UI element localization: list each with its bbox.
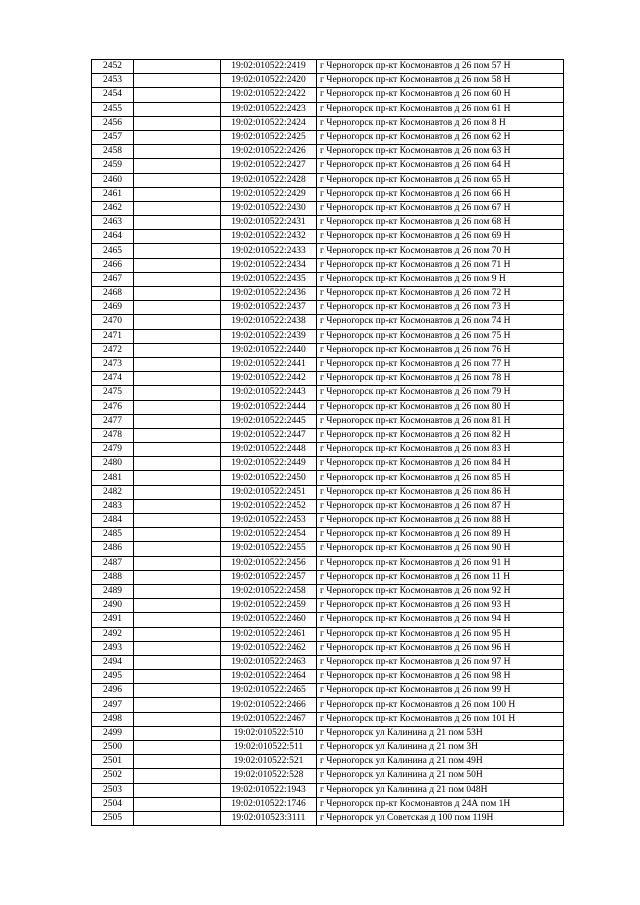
- address: г Черногорск пр-кт Космонавтов д 26 пом 84 Н: [317, 457, 564, 471]
- table-row: [92, 514, 564, 528]
- table-row: [92, 216, 564, 230]
- address: г Черногорск пр-кт Космонавтов д 26 пом 67 Н: [317, 201, 564, 215]
- row-number: 2475: [92, 386, 134, 400]
- row-number: 2470: [92, 315, 134, 329]
- address: г Черногорск пр-кт Космонавтов д 26 пом 71 Н: [317, 258, 564, 272]
- empty-cell: [134, 230, 221, 244]
- table-row: [92, 60, 564, 74]
- cadastral-number: 19:02:010522:2448: [221, 443, 317, 457]
- cadastral-number: 19:02:010522:2440: [221, 343, 317, 357]
- address: г Черногорск пр-кт Космонавтов д 26 пом 74 Н: [317, 315, 564, 329]
- address: г Черногорск пр-кт Космонавтов д 26 пом 96 Н: [317, 641, 564, 655]
- empty-cell: [134, 797, 221, 811]
- cadastral-number: 19:02:010522:2419: [221, 60, 317, 74]
- empty-cell: [134, 641, 221, 655]
- cadastral-number: 19:02:010522:2445: [221, 414, 317, 428]
- table-row: [92, 372, 564, 386]
- row-number: 2496: [92, 684, 134, 698]
- table-row: [92, 428, 564, 442]
- table-row: [92, 556, 564, 570]
- address: г Черногорск пр-кт Космонавтов д 26 пом 85 Н: [317, 471, 564, 485]
- empty-cell: [134, 130, 221, 144]
- empty-cell: [134, 201, 221, 215]
- cadastral-number: 19:02:010522:2457: [221, 570, 317, 584]
- empty-cell: [134, 372, 221, 386]
- row-number: 2505: [92, 811, 134, 825]
- row-number: 2493: [92, 641, 134, 655]
- table-row: [92, 485, 564, 499]
- table-row: [92, 400, 564, 414]
- address: г Черногорск пр-кт Космонавтов д 26 пом 80 Н: [317, 400, 564, 414]
- cadastral-number: 19:02:010522:2443: [221, 386, 317, 400]
- row-number: 2490: [92, 599, 134, 613]
- row-number: 2497: [92, 698, 134, 712]
- table-row: [92, 726, 564, 740]
- row-number: 2458: [92, 145, 134, 159]
- cadastral-number: 19:02:010522:2461: [221, 627, 317, 641]
- row-number: 2495: [92, 670, 134, 684]
- cadastral-number: 19:02:010522:2435: [221, 272, 317, 286]
- cadastral-number: 19:02:010522:528: [221, 769, 317, 783]
- table-row: [92, 258, 564, 272]
- address: г Черногорск ул Советская д 100 пом 119Н: [317, 811, 564, 825]
- empty-cell: [134, 726, 221, 740]
- table-row: [92, 584, 564, 598]
- empty-cell: [134, 584, 221, 598]
- empty-cell: [134, 613, 221, 627]
- row-number: 2489: [92, 584, 134, 598]
- table-row: [92, 655, 564, 669]
- empty-cell: [134, 514, 221, 528]
- empty-cell: [134, 102, 221, 116]
- table-row: [92, 230, 564, 244]
- address: г Черногорск пр-кт Космонавтов д 26 пом 99 Н: [317, 684, 564, 698]
- address: г Черногорск пр-кт Космонавтов д 26 пом 65 Н: [317, 173, 564, 187]
- row-number: 2474: [92, 372, 134, 386]
- table-row: [92, 187, 564, 201]
- address: г Черногорск пр-кт Космонавтов д 26 пом 63 Н: [317, 145, 564, 159]
- address: г Черногорск пр-кт Космонавтов д 26 пом 8 Н: [317, 116, 564, 130]
- empty-cell: [134, 400, 221, 414]
- row-number: 2478: [92, 428, 134, 442]
- row-number: 2471: [92, 329, 134, 343]
- cadastral-number: 19:02:010522:2442: [221, 372, 317, 386]
- table-row: [92, 698, 564, 712]
- cadastral-number: 19:02:010522:2441: [221, 357, 317, 371]
- cadastral-number: 19:02:010522:2433: [221, 244, 317, 258]
- address: г Черногорск ул Калинина д 21 пом 53Н: [317, 726, 564, 740]
- cadastral-number: 19:02:010522:2455: [221, 542, 317, 556]
- table-row: [92, 287, 564, 301]
- table-row: [92, 386, 564, 400]
- registry-body: [92, 60, 564, 826]
- table-row: [92, 272, 564, 286]
- empty-cell: [134, 499, 221, 513]
- address: г Черногорск пр-кт Космонавтов д 26 пом 62 Н: [317, 130, 564, 144]
- row-number: 2501: [92, 755, 134, 769]
- cadastral-number: 19:02:010522:2427: [221, 159, 317, 173]
- cadastral-number: 19:02:010522:2429: [221, 187, 317, 201]
- row-number: 2502: [92, 769, 134, 783]
- cadastral-number: 19:02:010522:2456: [221, 556, 317, 570]
- row-number: 2484: [92, 514, 134, 528]
- table-row: [92, 329, 564, 343]
- cadastral-number: 19:02:010522:2449: [221, 457, 317, 471]
- address: г Черногорск пр-кт Космонавтов д 26 пом 61 Н: [317, 102, 564, 116]
- table-row: [92, 301, 564, 315]
- row-number: 2494: [92, 655, 134, 669]
- address: г Черногорск пр-кт Космонавтов д 26 пом 66 Н: [317, 187, 564, 201]
- cadastral-number: 19:02:010522:2426: [221, 145, 317, 159]
- cadastral-number: 19:02:010522:2437: [221, 301, 317, 315]
- cadastral-number: 19:02:010522:2423: [221, 102, 317, 116]
- table-row: [92, 130, 564, 144]
- row-number: 2499: [92, 726, 134, 740]
- address: г Черногорск пр-кт Космонавтов д 26 пом 64 Н: [317, 159, 564, 173]
- empty-cell: [134, 783, 221, 797]
- empty-cell: [134, 556, 221, 570]
- table-row: [92, 769, 564, 783]
- empty-cell: [134, 272, 221, 286]
- empty-cell: [134, 811, 221, 825]
- row-number: 2486: [92, 542, 134, 556]
- row-number: 2457: [92, 130, 134, 144]
- cadastral-number: 19:02:010522:2424: [221, 116, 317, 130]
- cadastral-number: 19:02:010522:2438: [221, 315, 317, 329]
- address: г Черногорск пр-кт Космонавтов д 26 пом 87 Н: [317, 499, 564, 513]
- address: г Черногорск пр-кт Космонавтов д 26 пом 69 Н: [317, 230, 564, 244]
- row-number: 2460: [92, 173, 134, 187]
- row-number: 2466: [92, 258, 134, 272]
- address: г Черногорск пр-кт Космонавтов д 26 пом 81 Н: [317, 414, 564, 428]
- cadastral-number: 19:02:010522:2430: [221, 201, 317, 215]
- empty-cell: [134, 670, 221, 684]
- address: г Черногорск пр-кт Космонавтов д 26 пом 68 Н: [317, 216, 564, 230]
- table-row: [92, 414, 564, 428]
- row-number: 2503: [92, 783, 134, 797]
- address: г Черногорск пр-кт Космонавтов д 26 пом 101 Н: [317, 712, 564, 726]
- cadastral-number: 19:02:010522:511: [221, 741, 317, 755]
- table-row: [92, 457, 564, 471]
- table-row: [92, 201, 564, 215]
- empty-cell: [134, 684, 221, 698]
- address: г Черногорск ул Калинина д 21 пом 49Н: [317, 755, 564, 769]
- empty-cell: [134, 428, 221, 442]
- cadastral-number: 19:02:010522:2432: [221, 230, 317, 244]
- row-number: 2469: [92, 301, 134, 315]
- row-number: 2456: [92, 116, 134, 130]
- table-row: [92, 641, 564, 655]
- address: г Черногорск пр-кт Космонавтов д 26 пом 95 Н: [317, 627, 564, 641]
- address: г Черногорск пр-кт Космонавтов д 26 пом 90 Н: [317, 542, 564, 556]
- address: г Черногорск пр-кт Космонавтов д 26 пом 94 Н: [317, 613, 564, 627]
- table-row: [92, 471, 564, 485]
- row-number: 2462: [92, 201, 134, 215]
- cadastral-number: 19:02:010522:2434: [221, 258, 317, 272]
- cadastral-number: 19:02:010522:2425: [221, 130, 317, 144]
- address: г Черногорск пр-кт Космонавтов д 26 пом 92 Н: [317, 584, 564, 598]
- address: г Черногорск пр-кт Космонавтов д 26 пом 86 Н: [317, 485, 564, 499]
- table-row: [92, 712, 564, 726]
- cadastral-number: 19:02:010522:2439: [221, 329, 317, 343]
- table-row: [92, 528, 564, 542]
- address: г Черногорск пр-кт Космонавтов д 26 пом 77 Н: [317, 357, 564, 371]
- row-number: 2483: [92, 499, 134, 513]
- row-number: 2459: [92, 159, 134, 173]
- table-row: [92, 542, 564, 556]
- table-row: [92, 783, 564, 797]
- cadastral-number: 19:02:010522:510: [221, 726, 317, 740]
- row-number: 2480: [92, 457, 134, 471]
- table-row: [92, 116, 564, 130]
- cadastral-number: 19:02:010522:2436: [221, 287, 317, 301]
- table-row: [92, 741, 564, 755]
- empty-cell: [134, 88, 221, 102]
- address: г Черногорск пр-кт Космонавтов д 26 пом 58 Н: [317, 74, 564, 88]
- empty-cell: [134, 258, 221, 272]
- cadastral-number: 19:02:010522:1943: [221, 783, 317, 797]
- cadastral-number: 19:02:010522:2447: [221, 428, 317, 442]
- table-row: [92, 102, 564, 116]
- row-number: 2481: [92, 471, 134, 485]
- address: г Черногорск ул Калинина д 21 пом 3Н: [317, 741, 564, 755]
- row-number: 2467: [92, 272, 134, 286]
- cadastral-number: 19:02:010522:2444: [221, 400, 317, 414]
- empty-cell: [134, 443, 221, 457]
- row-number: 2504: [92, 797, 134, 811]
- address: г Черногорск пр-кт Космонавтов д 26 пом 60 Н: [317, 88, 564, 102]
- empty-cell: [134, 145, 221, 159]
- table-row: [92, 499, 564, 513]
- address: г Черногорск ул Калинина д 21 пом 048Н: [317, 783, 564, 797]
- row-number: 2488: [92, 570, 134, 584]
- row-number: 2455: [92, 102, 134, 116]
- address: г Черногорск пр-кт Космонавтов д 26 пом 72 Н: [317, 287, 564, 301]
- empty-cell: [134, 414, 221, 428]
- empty-cell: [134, 287, 221, 301]
- empty-cell: [134, 698, 221, 712]
- table-row: [92, 145, 564, 159]
- cadastral-number: 19:02:010522:2464: [221, 670, 317, 684]
- row-number: 2453: [92, 74, 134, 88]
- address: г Черногорск пр-кт Космонавтов д 26 пом 57 Н: [317, 60, 564, 74]
- cadastral-number: 19:02:010522:2452: [221, 499, 317, 513]
- cadastral-number: 19:02:010522:2466: [221, 698, 317, 712]
- empty-cell: [134, 627, 221, 641]
- address: г Черногорск пр-кт Космонавтов д 26 пом 75 Н: [317, 329, 564, 343]
- row-number: 2476: [92, 400, 134, 414]
- address: г Черногорск пр-кт Космонавтов д 26 пом 83 Н: [317, 443, 564, 457]
- empty-cell: [134, 457, 221, 471]
- row-number: 2473: [92, 357, 134, 371]
- table-row: [92, 88, 564, 102]
- empty-cell: [134, 315, 221, 329]
- cadastral-number: 19:02:010523:3111: [221, 811, 317, 825]
- empty-cell: [134, 173, 221, 187]
- address: г Черногорск пр-кт Космонавтов д 26 пом 70 Н: [317, 244, 564, 258]
- cadastral-number: 19:02:010522:521: [221, 755, 317, 769]
- table-row: [92, 159, 564, 173]
- empty-cell: [134, 244, 221, 258]
- row-number: 2464: [92, 230, 134, 244]
- empty-cell: [134, 471, 221, 485]
- empty-cell: [134, 769, 221, 783]
- cadastral-number: 19:02:010522:2428: [221, 173, 317, 187]
- row-number: 2492: [92, 627, 134, 641]
- address: г Черногорск пр-кт Космонавтов д 26 пом 82 Н: [317, 428, 564, 442]
- empty-cell: [134, 599, 221, 613]
- row-number: 2465: [92, 244, 134, 258]
- empty-cell: [134, 542, 221, 556]
- row-number: 2479: [92, 443, 134, 457]
- registry-table: [91, 59, 564, 826]
- row-number: 2452: [92, 60, 134, 74]
- cadastral-number: 19:02:010522:1746: [221, 797, 317, 811]
- table-row: [92, 357, 564, 371]
- cadastral-number: 19:02:010522:2458: [221, 584, 317, 598]
- table-row: [92, 684, 564, 698]
- cadastral-number: 19:02:010522:2422: [221, 88, 317, 102]
- table-row: [92, 173, 564, 187]
- row-number: 2500: [92, 741, 134, 755]
- address: г Черногорск пр-кт Космонавтов д 26 пом 98 Н: [317, 670, 564, 684]
- empty-cell: [134, 329, 221, 343]
- row-number: 2468: [92, 287, 134, 301]
- row-number: 2477: [92, 414, 134, 428]
- cadastral-number: 19:02:010522:2453: [221, 514, 317, 528]
- address: г Черногорск пр-кт Космонавтов д 26 пом 97 Н: [317, 655, 564, 669]
- empty-cell: [134, 301, 221, 315]
- empty-cell: [134, 528, 221, 542]
- cadastral-number: 19:02:010522:2451: [221, 485, 317, 499]
- empty-cell: [134, 343, 221, 357]
- address: г Черногорск пр-кт Космонавтов д 24А пом 1Н: [317, 797, 564, 811]
- row-number: 2487: [92, 556, 134, 570]
- empty-cell: [134, 485, 221, 499]
- cadastral-number: 19:02:010522:2463: [221, 655, 317, 669]
- address: г Черногорск пр-кт Космонавтов д 26 пом 11 Н: [317, 570, 564, 584]
- address: г Черногорск пр-кт Космонавтов д 26 пом 91 Н: [317, 556, 564, 570]
- row-number: 2498: [92, 712, 134, 726]
- empty-cell: [134, 159, 221, 173]
- empty-cell: [134, 741, 221, 755]
- empty-cell: [134, 712, 221, 726]
- empty-cell: [134, 357, 221, 371]
- cadastral-number: 19:02:010522:2431: [221, 216, 317, 230]
- address: г Черногорск пр-кт Космонавтов д 26 пом 100 Н: [317, 698, 564, 712]
- table-row: [92, 244, 564, 258]
- cadastral-number: 19:02:010522:2420: [221, 74, 317, 88]
- table-row: [92, 811, 564, 825]
- empty-cell: [134, 187, 221, 201]
- cadastral-number: 19:02:010522:2465: [221, 684, 317, 698]
- empty-cell: [134, 755, 221, 769]
- address: г Черногорск пр-кт Космонавтов д 26 пом 88 Н: [317, 514, 564, 528]
- table-row: [92, 627, 564, 641]
- row-number: 2461: [92, 187, 134, 201]
- row-number: 2485: [92, 528, 134, 542]
- cadastral-number: 19:02:010522:2459: [221, 599, 317, 613]
- row-number: 2472: [92, 343, 134, 357]
- empty-cell: [134, 216, 221, 230]
- table-row: [92, 443, 564, 457]
- row-number: 2454: [92, 88, 134, 102]
- table-row: [92, 599, 564, 613]
- address: г Черногорск пр-кт Космонавтов д 26 пом 9 Н: [317, 272, 564, 286]
- address: г Черногорск пр-кт Космонавтов д 26 пом 89 Н: [317, 528, 564, 542]
- table-row: [92, 755, 564, 769]
- empty-cell: [134, 116, 221, 130]
- address: г Черногорск пр-кт Космонавтов д 26 пом 93 Н: [317, 599, 564, 613]
- row-number: 2463: [92, 216, 134, 230]
- table-row: [92, 670, 564, 684]
- cadastral-number: 19:02:010522:2467: [221, 712, 317, 726]
- empty-cell: [134, 74, 221, 88]
- cadastral-number: 19:02:010522:2462: [221, 641, 317, 655]
- row-number: 2482: [92, 485, 134, 499]
- table-row: [92, 613, 564, 627]
- table-row: [92, 570, 564, 584]
- table-row: [92, 74, 564, 88]
- row-number: 2491: [92, 613, 134, 627]
- empty-cell: [134, 386, 221, 400]
- address: г Черногорск пр-кт Космонавтов д 26 пом 79 Н: [317, 386, 564, 400]
- cadastral-number: 19:02:010522:2450: [221, 471, 317, 485]
- address: г Черногорск ул Калинина д 21 пом 50Н: [317, 769, 564, 783]
- address: г Черногорск пр-кт Космонавтов д 26 пом 76 Н: [317, 343, 564, 357]
- table-row: [92, 797, 564, 811]
- empty-cell: [134, 570, 221, 584]
- address: г Черногорск пр-кт Космонавтов д 26 пом 73 Н: [317, 301, 564, 315]
- empty-cell: [134, 655, 221, 669]
- cadastral-number: 19:02:010522:2460: [221, 613, 317, 627]
- table-row: [92, 343, 564, 357]
- empty-cell: [134, 60, 221, 74]
- cadastral-number: 19:02:010522:2454: [221, 528, 317, 542]
- table-row: [92, 315, 564, 329]
- address: г Черногорск пр-кт Космонавтов д 26 пом 78 Н: [317, 372, 564, 386]
